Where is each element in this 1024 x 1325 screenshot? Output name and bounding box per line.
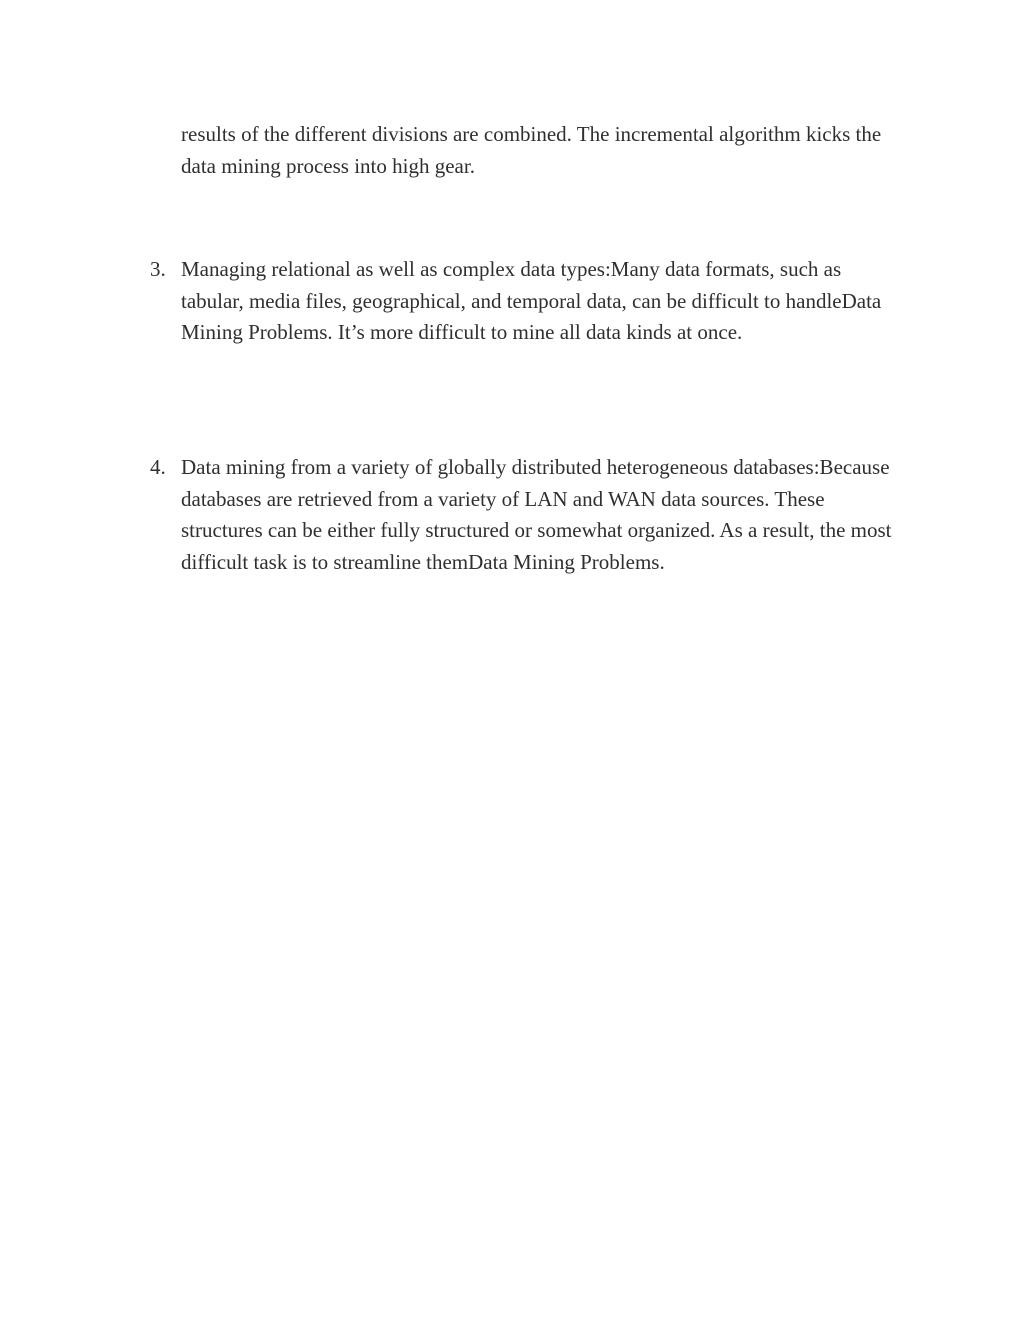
list-item-text: Data mining from a variety of globally distributed heterogeneous databases:Because databases are retrieved from a variety of LAN and WAN data sources. These structures can be either fully structured or somewhat organized. As a result, the most difficult task is to streamline themData Mining Problems. — [181, 455, 892, 574]
list-item-number: 4. — [150, 455, 166, 479]
list-item-3 — [150, 254, 901, 349]
list-item-number: 3. — [150, 257, 166, 281]
continuation-paragraph: results of the different divisions are combined. The incremental algorithm kicks the data mining process into high gear. — [181, 122, 882, 178]
list-item-text: Managing relational as well as complex data types:Many data formats, such as tabular, media files, geographical, and temporal data, can be difficult to handleData Mining Problems. It’s more difficult to mine all data kinds at once. — [181, 257, 882, 345]
list-item-4 — [150, 452, 901, 578]
